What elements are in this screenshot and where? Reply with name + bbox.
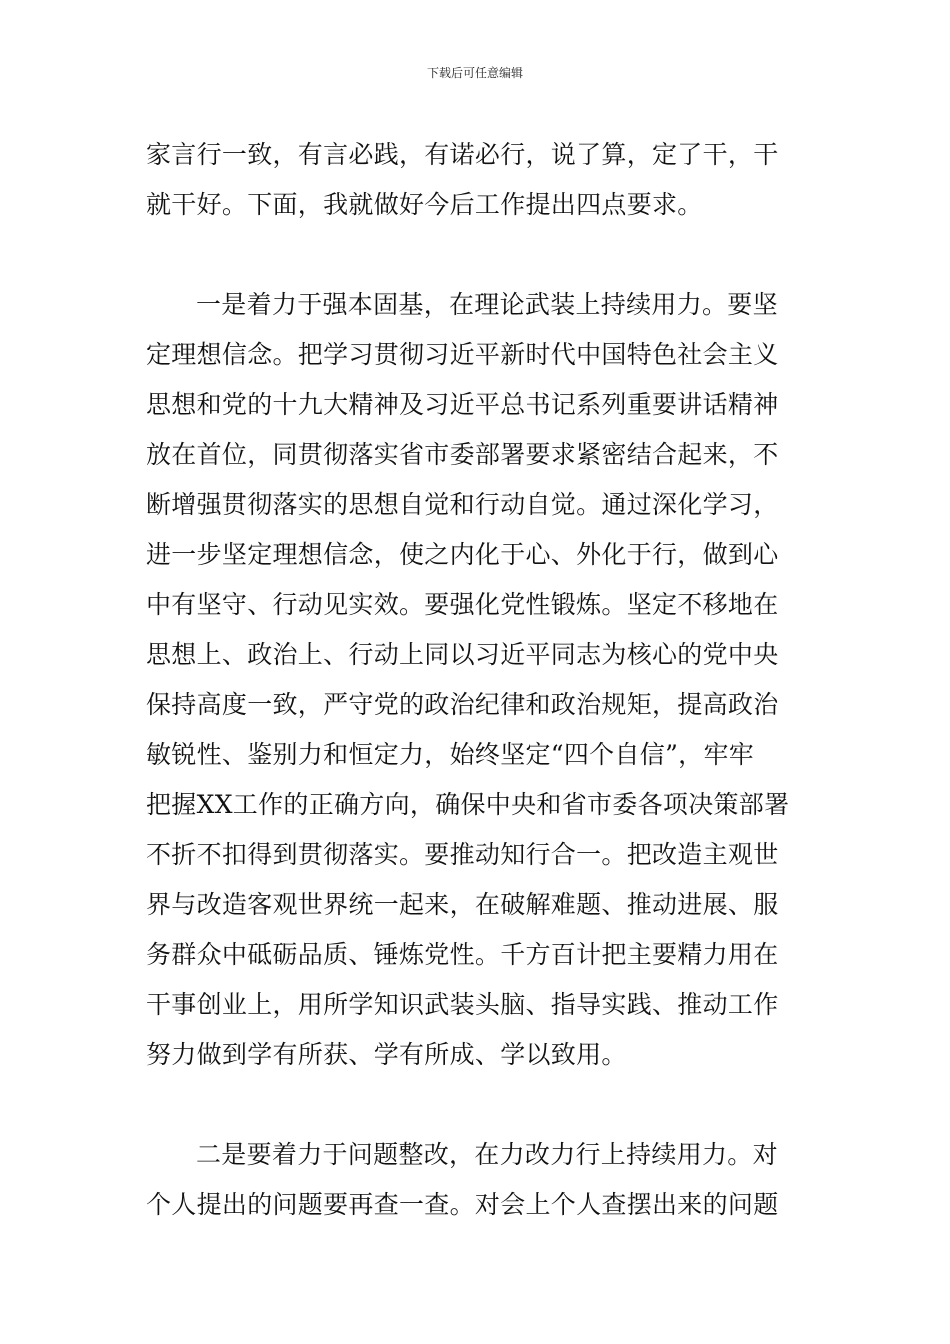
text-line: 定理想信念。把学习贯彻习近平新时代中国特色社会主义 [146,340,779,369]
text-line: 界与改造客观世界统一起来，在破解难题、推动进展、服 [146,890,779,919]
text-line: 把握XX工作的正确方向，确保中央和省市委各项决策部署 [146,790,790,819]
text-line: 务群众中砥砺品质、锤炼党性。千方百计把主要精力用在 [146,940,779,969]
text-line: 干事创业上，用所学知识武装头脑、指导实践、推动工作 [146,990,779,1019]
text-line: 就干好。下面，我就做好今后工作提出四点要求。 [146,190,703,219]
document-body [146,130,810,1230]
paragraph [146,1130,810,1230]
paragraph [146,130,810,230]
paragraph-gap [146,1080,810,1130]
text-line: 一是着力于强本固基，在理论武装上持续用力。要坚 [196,290,778,319]
text-line: 断增强贯彻落实的思想自觉和行动自觉。通过深化学习， [146,490,779,519]
text-line: 放在首位，同贯彻落实省市委部署要求紧密结合起来，不 [146,440,779,469]
text-line: 思想上、政治上、行动上同以习近平同志为核心的党中央 [146,640,779,669]
text-line: 保持高度一致，严守党的政治纪律和政治规矩，提高政治 [146,690,779,719]
text-line: 思想和党的十九大精神及习近平总书记系列重要讲话精神 [146,390,779,419]
text-line: 进一步坚定理想信念，使之内化于心、外化于行，做到心 [146,540,779,569]
text-line: 敏锐性、鉴别力和恒定力，始终坚定“四个自信”，牢牢 [146,740,755,769]
text-line: 二是要着力于问题整改，在力改力行上持续用力。对 [196,1140,778,1169]
text-line: 个人提出的问题要再查一查。对会上个人查摆出来的问题 [146,1190,779,1219]
text-line: 中有坚守、行动见实效。要强化党性锻炼。坚定不移地在 [146,590,779,619]
text-line: 家言行一致，有言必践，有诺必行，说了算，定了干，干 [146,140,779,169]
text-line: 努力做到学有所获、学有所成、学以致用。 [146,1040,627,1069]
paragraph [146,280,810,1080]
page-header: 下载后可任意编辑 [426,66,523,80]
paragraph-gap [146,230,810,280]
text-line: 不折不扣得到贯彻落实。要推动知行合一。把改造主观世 [146,840,779,869]
